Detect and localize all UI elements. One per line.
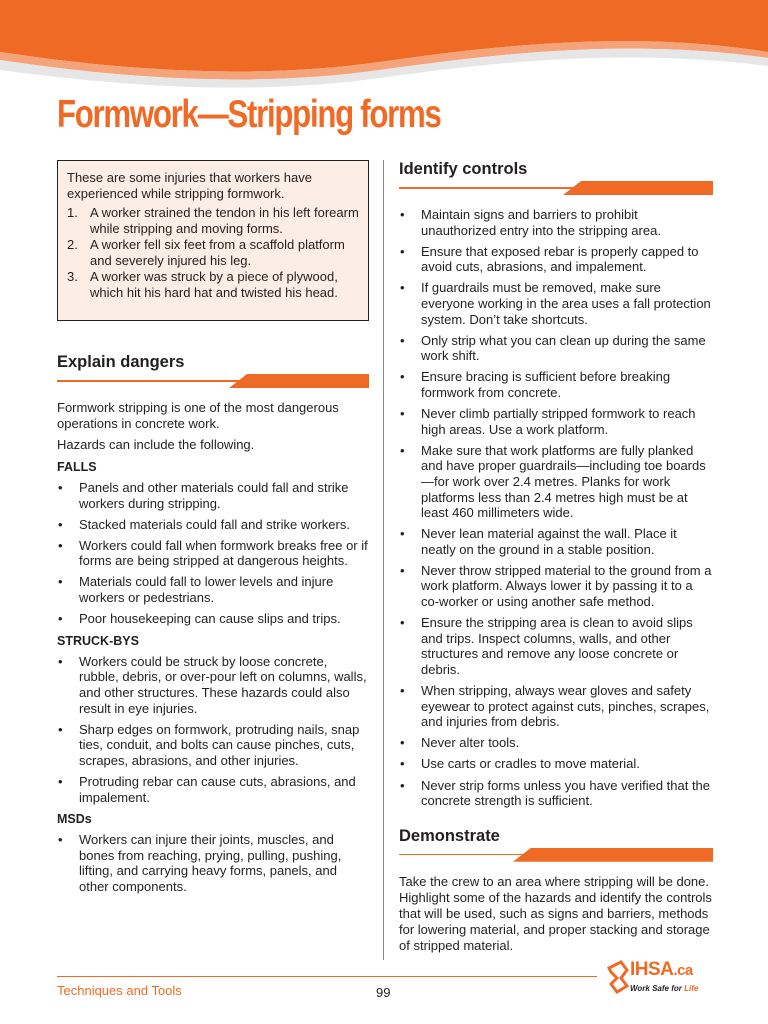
page-number: 99 [376, 985, 391, 1000]
section-heading-explain [57, 351, 369, 388]
controls-list [399, 207, 713, 809]
list-item: • Sharp edges on formwork, protruding nails, snap ties, conduit, and bolts can cause pinches, cuts, scrapes, abrasions, and other injuries. [57, 722, 369, 769]
section-heading-demonstrate [399, 825, 713, 862]
header-banner [0, 0, 768, 100]
footer-section: Techniques and Tools [57, 983, 182, 998]
section-rule [399, 181, 713, 195]
list-item: • Never climb partially stripped formwork to reach high areas. Use a work platform. [399, 406, 713, 437]
list-item [67, 237, 359, 269]
demonstrate-text: Take the crew to an area where stripping will be done. Highlight some of the hazards and identify the controls that will be used, such as signs and barriers, methods for lowering material, and proper stacking and storage of stripped material. [399, 873, 712, 953]
list-item: • Poor housekeeping can cause slips and trips. [57, 611, 369, 627]
group-title-falls: FALLS [57, 460, 97, 474]
list-item: • When stripping, always wear gloves and safety eyewear to protect against cuts, pinches, scrapes, and injuries from debris. [399, 683, 713, 730]
injury-box [57, 160, 369, 321]
list-item: • Make sure that work platforms are fully planked and have proper guardrails—including toe boards—for work over 2.4 metres. Planks for work platforms less than 2.4 metres high must be at least 460 millimeters wide. [399, 443, 713, 521]
list-item: • Never lean material against the wall. Place it neatly on the ground in a stable position. [399, 526, 713, 557]
group-title-msds: MSDs [57, 812, 92, 827]
list-item: • Only strip what you can clean up during the same work shift. [399, 333, 713, 364]
list-item: • Materials could fall to lower levels and injure workers or pedestrians. [57, 574, 369, 605]
list-text: A worker strained the tendon in his left forearm while stripping and moving forms. [90, 205, 359, 236]
list-number: 2. [67, 237, 78, 252]
logo-main: IHSA [630, 959, 674, 980]
tagline-accent: Life [684, 984, 699, 993]
section-title: Demonstrate [399, 826, 500, 845]
list-item: • If guardrails must be removed, make sure everyone working in the area uses a fall protection system. Don’t take shortcuts. [399, 280, 713, 327]
list-item: • Protruding rebar can cause cuts, abrasions, and impalement. [57, 774, 369, 805]
right-column [399, 158, 713, 959]
list-item: • Workers could be struck by loose concrete, rubble, debris, or over-pour left on columns, walls, and other structures. These hazards could also result in eye injuries. [57, 654, 369, 716]
logo-suffix: .ca [673, 962, 693, 979]
hazards-intro: Hazards can include the following. [57, 437, 255, 452]
footer-rule [57, 976, 597, 977]
tagline-main: Work Safe for [630, 984, 685, 993]
injury-intro: These are some injuries that workers have experienced while stripping formwork. [67, 170, 312, 201]
list-item: • Never alter tools. [399, 735, 713, 751]
logo-tagline [630, 984, 698, 993]
list-number: 1. [67, 205, 78, 220]
list-item [67, 269, 359, 301]
section-title: Explain dangers [57, 353, 185, 371]
explain-intro: Formwork stripping is one of the most dangerous operations in concrete work. [57, 400, 339, 431]
list-item: • Use carts or cradles to move material. [399, 756, 713, 772]
struck-bys-list [57, 654, 369, 805]
list-item: • Never throw stripped material to the ground from a work platform. Always lower it by passing it to a co-worker or using another safe method. [399, 563, 713, 610]
list-item: • Ensure that exposed rebar is properly capped to avoid cuts, abrasions, and impalement. [399, 244, 713, 275]
section-rule [57, 374, 369, 388]
falls-list [57, 480, 369, 627]
list-item [67, 205, 359, 237]
list-item: • Panels and other materials could fall and strike workers during stripping. [57, 480, 369, 511]
msds-list [57, 832, 369, 894]
section-rule [399, 848, 713, 862]
list-text: A worker was struck by a piece of plywood, which hit his hard hat and twisted his head. [90, 269, 338, 300]
list-item: • Workers can injure their joints, muscles, and bones from reaching, prying, pulling, pushing, lifting, and carrying heavy forms, panels, and other components. [57, 832, 369, 894]
logo-wordmark [630, 959, 693, 981]
page-title: Formwork—Stripping forms [57, 93, 441, 136]
list-item: • Stacked materials could fall and strike workers. [57, 517, 369, 533]
injury-list [67, 205, 359, 301]
list-number: 3. [67, 269, 78, 284]
list-item: • Ensure the stripping area is clean to avoid slips and trips. Inspect columns, walls, and other structures and remove any loose concrete or debris. [399, 615, 713, 677]
section-heading-controls [399, 158, 713, 195]
list-text: A worker fell six feet from a scaffold platform and severely injured his leg. [90, 237, 345, 268]
group-title-struck-bys: STRUCK-BYS [57, 633, 139, 648]
list-item: • Ensure bracing is sufficient before breaking formwork from concrete. [399, 369, 713, 400]
list-item: • Workers could fall when formwork breaks free or if forms are being stripped at dangerous heights. [57, 538, 369, 569]
list-item: • Never strip forms unless you have verified that the concrete strength is sufficient. [399, 778, 713, 809]
section-title: Identify controls [399, 160, 528, 178]
list-item: • Maintain signs and barriers to prohibit unauthorized entry into the stripping area. [399, 207, 713, 238]
left-column [57, 160, 369, 900]
column-divider [383, 160, 384, 960]
